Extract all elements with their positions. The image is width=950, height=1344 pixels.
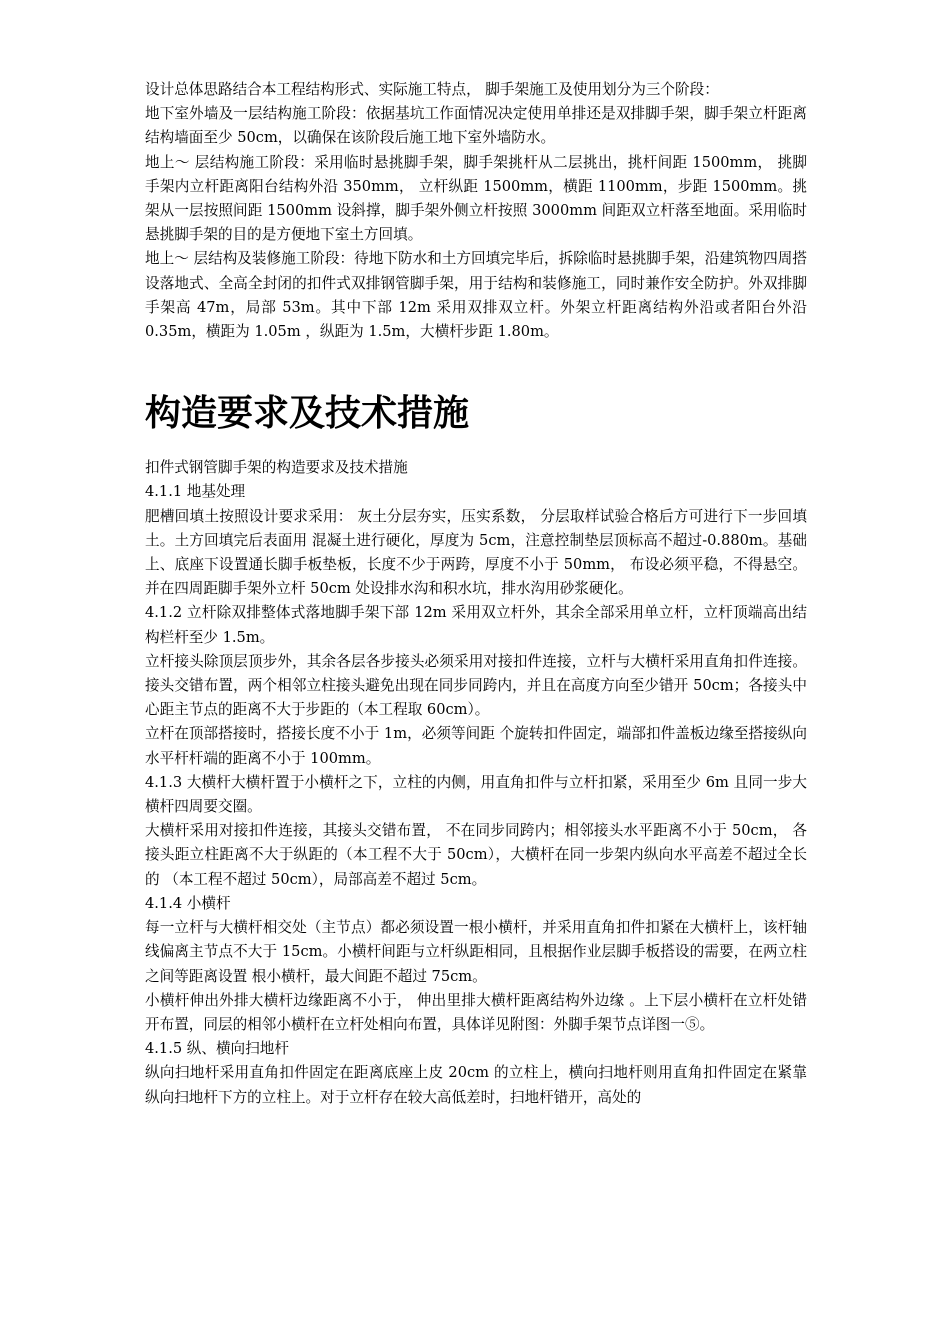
paragraph-sweeping-bars: 纵向扫地杆采用直角扣件固定在距离底座上皮 20cm 的立柱上，横向扫地杆则用直角扣件固定在紧靠纵向扫地杆下方的立柱上。对于立杆存在较大高低差时，扫地杆错开，高处的 (145, 1064, 807, 1106)
spacer (145, 344, 807, 378)
paragraph-upright-joints: 立杆接头除顶层顶步外，其余各层各步接头必须采用对接扣件连接，立杆与大横杆采用直角扣件连接。接头交错布置，两个相邻立柱接头避免出现在同步同跨内，并且在高度方向至少错开 50cm；各接头中心距主节点的距离不大于步距的（本工程取 60cm）。 (145, 652, 807, 719)
section-scaffold-stages (145, 78, 807, 344)
document-page (145, 78, 807, 1110)
subheading-4-1-5: 4.1.5 纵、横向扫地杆 (145, 1040, 289, 1058)
section-heading: 构造要求及技术措施 (145, 393, 470, 435)
paragraph-ledger-joints: 大横杆采用对接扣件连接，其接头交错布置， 不在同步同跨内；相邻接头水平距离不小于 50cm， 各接头距立柱距离不大于纵距的（本工程不大于 50cm），大横杆在同一步架内纵向水平高差不超过全长的 （本工程不超过 50cm），局部高差不超过 5cm。 (145, 822, 807, 888)
paragraph-design-intro: 设计总体思路结合本工程结构形式、实际施工特点， 脚手架施工及使用划分为三个阶段： (145, 81, 719, 98)
subheading-4-1-4: 4.1.4 小横杆 (145, 894, 231, 912)
paragraph-upright-lap: 立杆在顶部搭接时，搭接长度不小于 1m，必须等间距 个旋转扣件固定，端部扣件盖板边缘至搭接纵向水平杆杆端的距离不小于 100mm。 (145, 725, 807, 767)
paragraph-transoms: 每一立杆与大横杆相交处（主节点）都必须设置一根小横杆，并采用直角扣件扣紧在大横杆上，该杆轴线偏离主节点不大于 15cm。小横杆间距与立杆纵距相同，且根据作业层脚手板搭设的需要，在两立柱之间等距离设置 根小横杆，最大间距不超过 75cm。 (145, 919, 807, 985)
paragraph-stage-cantilever: 地上～ 层结构施工阶段：采用临时悬挑脚手架，脚手架挑杆从二层挑出，挑杆间距 1500mm， 挑脚手架内立杆距离阳台结构外沿 350mm， 立杆纵距 1500mm，横距 1100mm，步距 1500mm。挑架从一层按照间距 1500mm 设斜撑，脚手架外侧立杆按照 3000mm 间距双立杆落至地面。采用临时悬挑脚手架的目的是方便地下室土方回填。 (145, 153, 807, 244)
paragraph-stage-finishing: 地上～ 层结构及装修施工阶段：待地下防水和土方回填完毕后，拆除临时悬挑脚手架，沿建筑物四周搭设落地式、全高全封闭的扣件式双排钢管脚手架，用于结构和装修施工，同时兼作安全防护。外双排脚手架高 47m，局部 53m。其中下部 12m 采用双排双立杆。外架立杆距离结构外沿或者阳台外沿 0.35m，横距为 1.05m ，纵距为 1.5m，大横杆步距 1.80m。 (145, 250, 807, 341)
paragraph-4-1-2-uprights: 4.1.2 立杆除双排整体式落地脚手架下部 12m 采用双立杆外，其余全部采用单立杆，立杆顶端高出结构栏杆至少 1.5m。 (145, 604, 807, 646)
subheading-4-1-1: 4.1.1 地基处理 (145, 483, 246, 501)
paragraph-stage-basement: 地下室外墙及一层结构施工阶段：依据基坑工作面情况决定使用单排还是双排脚手架，脚手架立杆距离结构墙面至少 50cm，以确保在该阶段后施工地下室外墙防水。 (145, 105, 807, 147)
section-construction-requirements (145, 456, 807, 1109)
paragraph-subtitle: 扣件式钢管脚手架的构造要求及技术措施 (145, 459, 408, 477)
paragraph-transom-overhang: 小横杆伸出外排大横杆边缘距离不小于， 伸出里排大横杆距离结构外边缘 。上下层小横杆在立杆处错开布置，同层的相邻小横杆在立杆处相向布置，具体详见附图：外脚手架节点详图一⑤。 (145, 991, 807, 1033)
paragraph-4-1-3-ledgers: 4.1.3 大横杆大横杆置于小横杆之下，立柱的内侧，用直角扣件与立杆扣紧，采用至少 6m 且同一步大横杆四周要交圈。 (145, 773, 807, 816)
paragraph-foundation: 肥槽回填土按照设计要求采用： 灰土分层夯实，压实系数， 分层取样试验合格后方可进行下一步回填土。土方回填完后表面用 混凝土进行硬化，厚度为 5cm，注意控制垫层顶标高不超过-0.880m。基础上、底座下设置通长脚手板垫板，长度不少于两跨，厚度不小于 50mm， 布设必须平稳，不得悬空。并在四周距脚手架外立杆 50cm 处设排水沟和积水坑，排水沟用砂浆硬化。 (145, 507, 807, 598)
